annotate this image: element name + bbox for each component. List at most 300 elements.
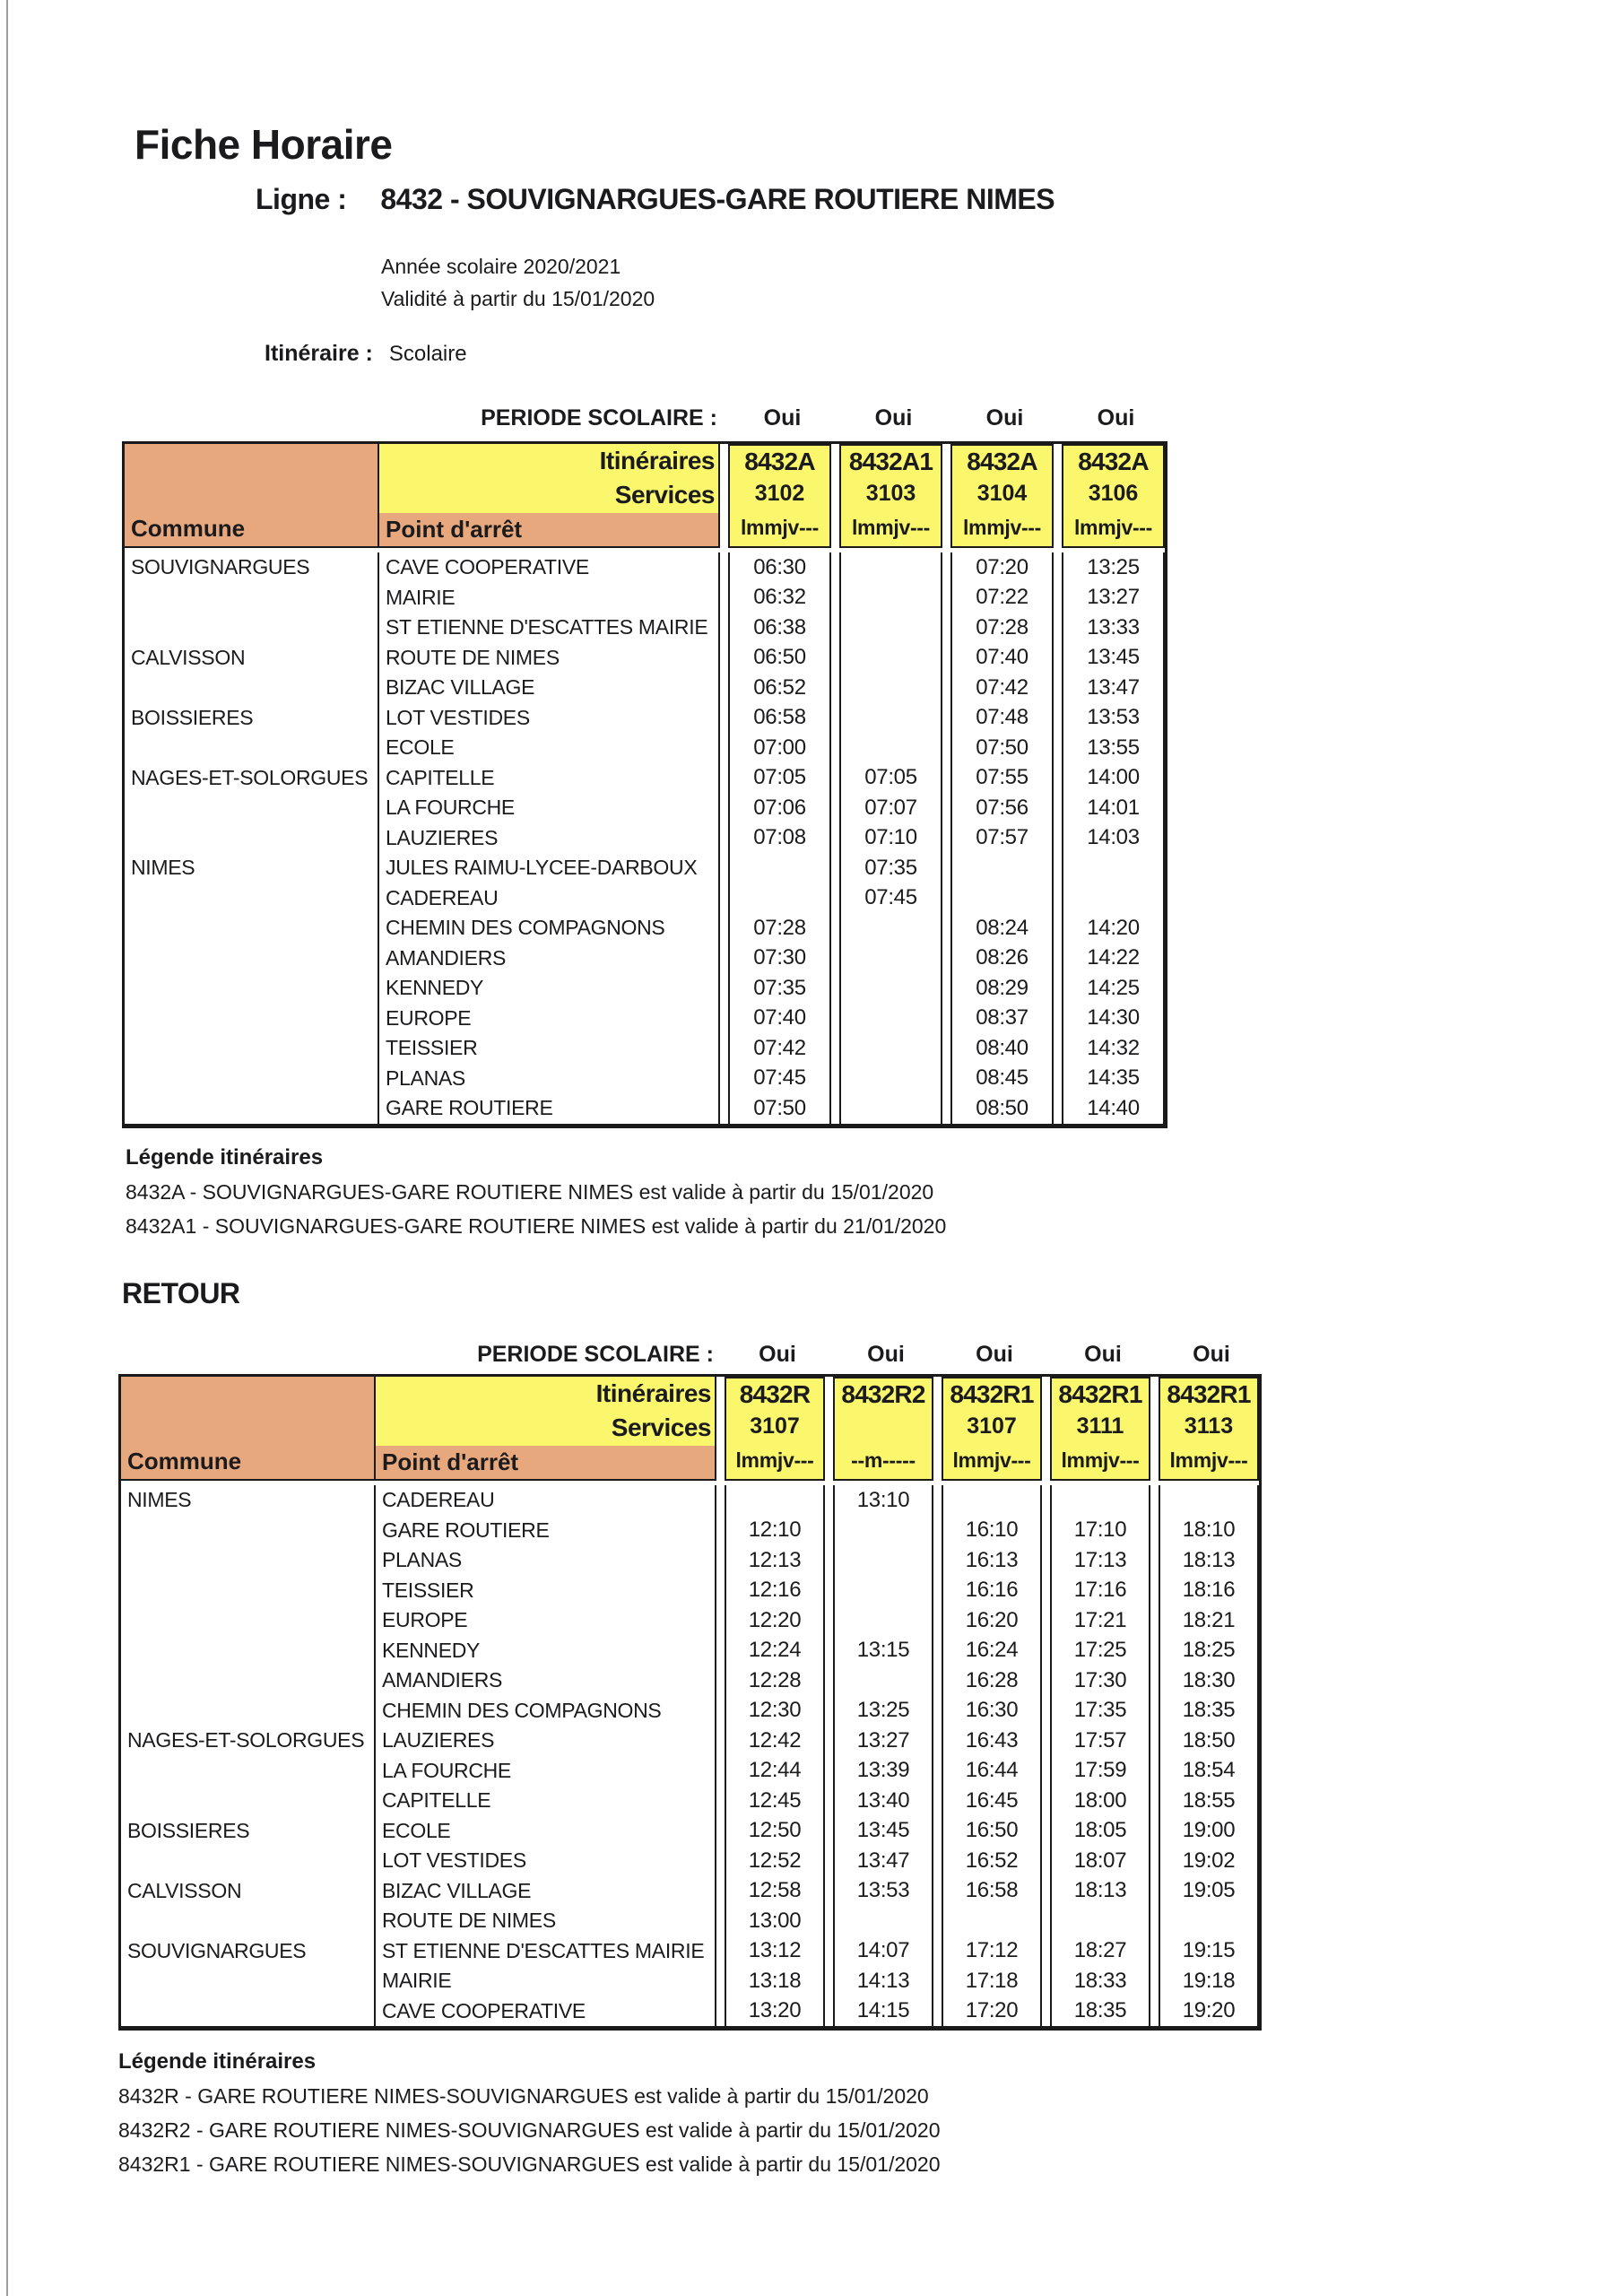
time-cell: 07:08: [728, 823, 831, 854]
time-cell: [839, 1004, 942, 1034]
time-cell: 17:20: [942, 1996, 1042, 2027]
aller-schedule-table: [122, 441, 1167, 1128]
time-cell: [1050, 1485, 1150, 1516]
itinerary-type-row: [265, 341, 467, 367]
time-cell: 18:25: [1159, 1636, 1259, 1666]
time-cell: 07:42: [950, 673, 1054, 703]
legend-line: 8432R1 - GARE ROUTIERE NIMES-SOUVIGNARGUES est valide à partir du 15/01/2020: [118, 2152, 941, 2176]
retour-table-body: [121, 1481, 1259, 2026]
retour-legend: [118, 2045, 941, 2181]
time-cell: 19:00: [1159, 1816, 1259, 1847]
service-days: lmmjv---: [851, 515, 931, 539]
time-cell: 13:27: [1062, 583, 1165, 613]
retour-section-title: RETOUR: [122, 1277, 240, 1309]
periode-oui: Oui: [1097, 404, 1135, 430]
time-cell: 14:01: [1062, 793, 1165, 823]
commune-cell: BOISSIERES: [121, 1816, 376, 1847]
time-cell: [950, 883, 1054, 914]
retour-schedule-table: [118, 1374, 1262, 2031]
time-cell: 16:45: [942, 1786, 1042, 1816]
itinerary-code: 8432R1: [1058, 1380, 1142, 1408]
time-cell: 12:30: [725, 1696, 825, 1726]
service-days: lmmjv---: [1169, 1448, 1248, 1472]
stop-cell: KENNEDY: [376, 1636, 716, 1666]
time-cell: 18:33: [1050, 1966, 1150, 1996]
stop-cell: CAVE COOPERATIVE: [379, 552, 720, 583]
table-row: [125, 613, 1165, 643]
time-cell: 13:33: [1062, 613, 1165, 643]
time-cell: 07:45: [839, 883, 942, 914]
time-cell: 07:40: [950, 643, 1054, 674]
commune-cell: [125, 1064, 379, 1094]
time-cell: 08:50: [950, 1093, 1054, 1124]
commune-cell: [125, 1033, 379, 1064]
time-cell: 07:40: [728, 1004, 831, 1034]
commune-column-header: Commune: [121, 1377, 376, 1481]
time-cell: 06:58: [728, 703, 831, 734]
time-cell: 17:16: [1050, 1576, 1150, 1606]
stop-cell: ST ETIENNE D'ESCATTES MAIRIE: [376, 1936, 716, 1967]
time-cell: 18:13: [1050, 1876, 1150, 1907]
table-row: [121, 1696, 1259, 1726]
stop-cell: ECOLE: [376, 1816, 716, 1847]
table-row: [125, 733, 1165, 763]
time-cell: [942, 1485, 1042, 1516]
header-labels-block: [376, 1377, 715, 1446]
time-cell: 18:50: [1159, 1726, 1259, 1756]
itinerary-column-header: [942, 1377, 1042, 1481]
table-row: [125, 1064, 1165, 1094]
service-number: 3107: [967, 1413, 1017, 1439]
aller-legend: [126, 1141, 946, 1243]
service-number: 3104: [976, 480, 1028, 506]
stop-cell: LOT VESTIDES: [376, 1846, 716, 1876]
time-cell: [1159, 1906, 1259, 1936]
service-number: 3106: [1088, 480, 1139, 506]
stop-cell: ROUTE DE NIMES: [376, 1906, 716, 1936]
line-label: Ligne :: [256, 183, 347, 215]
stop-cell: CADEREAU: [379, 883, 720, 914]
commune-cell: NIMES: [121, 1485, 376, 1516]
time-cell: [839, 1093, 942, 1124]
time-cell: 07:57: [950, 823, 1054, 854]
time-cell: [833, 1605, 933, 1636]
time-cell: 12:10: [725, 1516, 825, 1546]
table-row: [121, 1605, 1259, 1636]
commune-cell: [125, 944, 379, 974]
time-cell: 07:56: [950, 793, 1054, 823]
itinerary-code: 8432A: [967, 448, 1037, 475]
time-cell: [839, 944, 942, 974]
time-cell: 18:00: [1050, 1786, 1150, 1816]
commune-column-header: Commune: [125, 444, 379, 548]
time-cell: 07:42: [728, 1033, 831, 1064]
table-row: [125, 853, 1165, 883]
time-cell: [839, 733, 942, 763]
time-cell: 06:38: [728, 613, 831, 643]
time-cell: 14:30: [1062, 1004, 1165, 1034]
commune-cell: [121, 1756, 376, 1787]
retour-periode-row: [118, 1340, 1262, 1369]
time-cell: 07:10: [839, 823, 942, 854]
itineraires-label: Itinéraires: [599, 447, 715, 474]
time-cell: 07:07: [839, 793, 942, 823]
commune-cell: [125, 793, 379, 823]
time-cell: 18:54: [1159, 1756, 1259, 1787]
stop-cell: JULES RAIMU-LYCEE-DARBOUX: [379, 853, 720, 883]
table-row: [125, 703, 1165, 734]
time-cell: 07:48: [950, 703, 1054, 734]
commune-cell: [121, 1665, 376, 1696]
time-cell: 13:39: [833, 1756, 933, 1787]
time-cell: 07:22: [950, 583, 1054, 613]
time-cell: [839, 1064, 942, 1094]
time-cell: 07:50: [728, 1093, 831, 1124]
time-cell: 08:26: [950, 944, 1054, 974]
commune-cell: [121, 1516, 376, 1546]
time-cell: 13:12: [725, 1936, 825, 1967]
periode-scolaire-label: PERIODE SCOLAIRE :: [481, 404, 717, 430]
time-cell: 07:28: [728, 913, 831, 944]
table-row: [121, 1756, 1259, 1787]
time-cell: 16:13: [942, 1545, 1042, 1576]
periode-oui: Oui: [763, 404, 802, 430]
stop-cell: TEISSIER: [379, 1033, 720, 1064]
itinerary-code: 8432A: [744, 448, 815, 475]
stop-cell: PLANAS: [376, 1545, 716, 1576]
itinerary-code: 8432R: [739, 1380, 811, 1408]
stop-cell: CAVE COOPERATIVE: [376, 1996, 716, 2027]
itinerary-column-header: [833, 1377, 933, 1481]
time-cell: 16:43: [942, 1726, 1042, 1756]
time-cell: 13:20: [725, 1996, 825, 2027]
commune-cell: [121, 1545, 376, 1576]
stop-cell: AMANDIERS: [379, 944, 720, 974]
stop-cell: LAUZIERES: [376, 1726, 716, 1756]
time-cell: 18:27: [1050, 1936, 1150, 1967]
time-cell: 14:35: [1062, 1064, 1165, 1094]
table-row: [121, 1786, 1259, 1816]
table-row: [121, 1665, 1259, 1696]
stop-cell: GARE ROUTIERE: [379, 1093, 720, 1124]
time-cell: 17:25: [1050, 1636, 1150, 1666]
table-row: [125, 1004, 1165, 1034]
time-cell: 13:25: [833, 1696, 933, 1726]
table-row: [121, 1966, 1259, 1996]
time-cell: 06:50: [728, 643, 831, 674]
commune-cell: [125, 883, 379, 914]
time-cell: 13:53: [1062, 703, 1165, 734]
commune-cell: [125, 583, 379, 613]
time-cell: [942, 1906, 1042, 1936]
time-cell: 12:50: [725, 1816, 825, 1847]
stop-cell: CHEMIN DES COMPAGNONS: [376, 1696, 716, 1726]
table-row: [121, 1846, 1259, 1876]
periode-oui: Oui: [867, 1341, 905, 1367]
stop-cell: EUROPE: [376, 1605, 716, 1636]
time-cell: 19:15: [1159, 1936, 1259, 1967]
table-row: [121, 1636, 1259, 1666]
time-cell: 12:52: [725, 1846, 825, 1876]
time-cell: [839, 1033, 942, 1064]
time-cell: 12:42: [725, 1726, 825, 1756]
time-cell: 08:37: [950, 1004, 1054, 1034]
time-cell: [1159, 1485, 1259, 1516]
time-cell: 07:00: [728, 733, 831, 763]
itinerary-column-header: [839, 444, 942, 548]
time-cell: 16:24: [942, 1636, 1042, 1666]
itinerary-column-header: [1050, 1377, 1150, 1481]
time-cell: 08:45: [950, 1064, 1054, 1094]
time-cell: 07:05: [839, 763, 942, 794]
time-cell: 07:50: [950, 733, 1054, 763]
time-cell: 17:59: [1050, 1756, 1150, 1787]
time-cell: 16:10: [942, 1516, 1042, 1546]
time-cell: 13:27: [833, 1726, 933, 1756]
stop-column-header: [379, 444, 720, 548]
itinerary-code: 8432A: [1078, 448, 1149, 475]
time-cell: 16:52: [942, 1846, 1042, 1876]
line-heading: [256, 183, 1055, 216]
time-cell: 18:35: [1159, 1696, 1259, 1726]
service-number: 3103: [865, 480, 916, 506]
time-cell: 17:21: [1050, 1605, 1150, 1636]
itinerary-column-header: [725, 1377, 825, 1481]
service-number: [835, 1411, 932, 1441]
stop-cell: MAIRIE: [376, 1966, 716, 1996]
stop-cell: ROUTE DE NIMES: [379, 643, 720, 674]
service-days: lmmjv---: [952, 1448, 1031, 1472]
table-row: [121, 1485, 1259, 1516]
time-cell: [839, 643, 942, 674]
time-cell: 19:05: [1159, 1876, 1259, 1907]
commune-cell: [125, 1004, 379, 1034]
commune-cell: [125, 613, 379, 643]
time-cell: 18:16: [1159, 1576, 1259, 1606]
commune-cell: [121, 1786, 376, 1816]
periode-oui: Oui: [1193, 1341, 1230, 1367]
time-cell: 14:00: [1062, 763, 1165, 794]
stop-cell: KENNEDY: [379, 973, 720, 1004]
time-cell: 06:52: [728, 673, 831, 703]
table-row: [125, 583, 1165, 613]
time-cell: 07:45: [728, 1064, 831, 1094]
commune-cell: [121, 1605, 376, 1636]
time-cell: [833, 1906, 933, 1936]
table-row: [125, 763, 1165, 794]
stop-cell: BIZAC VILLAGE: [379, 673, 720, 703]
service-days: lmmjv---: [735, 1448, 814, 1472]
table-row: [121, 1516, 1259, 1546]
time-cell: 12:24: [725, 1636, 825, 1666]
stop-cell: LA FOURCHE: [376, 1756, 716, 1787]
time-cell: 13:25: [1062, 552, 1165, 583]
aller-table-body: [125, 548, 1165, 1124]
commune-cell: [121, 1846, 376, 1876]
header-labels-block: [379, 444, 718, 513]
time-cell: [839, 613, 942, 643]
service-days: lmmjv---: [962, 515, 1042, 539]
time-cell: 17:10: [1050, 1516, 1150, 1546]
service-days: lmmjv---: [1061, 1448, 1140, 1472]
time-cell: 16:16: [942, 1576, 1042, 1606]
table-row: [125, 973, 1165, 1004]
time-cell: 13:40: [833, 1786, 933, 1816]
stop-cell: PLANAS: [379, 1064, 720, 1094]
table-row: [125, 793, 1165, 823]
time-cell: 14:03: [1062, 823, 1165, 854]
time-cell: 06:30: [728, 552, 831, 583]
commune-cell: [121, 1576, 376, 1606]
table-row: [125, 913, 1165, 944]
stop-cell: TEISSIER: [376, 1576, 716, 1606]
service-number: 3113: [1184, 1413, 1234, 1439]
table-row: [125, 1033, 1165, 1064]
commune-cell: [125, 1093, 379, 1124]
time-cell: [833, 1665, 933, 1696]
time-cell: 18:10: [1159, 1516, 1259, 1546]
service-number: 3102: [754, 480, 805, 506]
validity-date: Validité à partir du 15/01/2020: [381, 287, 655, 310]
time-cell: 16:58: [942, 1876, 1042, 1907]
time-cell: [950, 853, 1054, 883]
stop-cell: MAIRIE: [379, 583, 720, 613]
periode-oui: Oui: [874, 404, 913, 430]
stop-cell: CAPITELLE: [379, 763, 720, 794]
periode-scolaire-label: PERIODE SCOLAIRE :: [477, 1341, 714, 1367]
time-cell: 16:20: [942, 1605, 1042, 1636]
table-row: [121, 1906, 1259, 1936]
time-cell: 08:29: [950, 973, 1054, 1004]
time-cell: 13:53: [833, 1876, 933, 1907]
time-cell: 17:13: [1050, 1545, 1150, 1576]
itinerary-code: 8432A1: [848, 448, 933, 475]
table-row: [125, 673, 1165, 703]
time-cell: 16:30: [942, 1696, 1042, 1726]
time-cell: 17:12: [942, 1936, 1042, 1967]
time-cell: [1050, 1906, 1150, 1936]
time-cell: 14:40: [1062, 1093, 1165, 1124]
time-cell: 18:07: [1050, 1846, 1150, 1876]
periode-oui: Oui: [759, 1341, 796, 1367]
time-cell: 07:30: [728, 944, 831, 974]
itinerary-column-header: [728, 444, 831, 548]
itinerary-type-label: Itinéraire :: [265, 341, 373, 366]
periode-oui: Oui: [976, 1341, 1013, 1367]
time-cell: [1062, 883, 1165, 914]
table-row: [125, 1093, 1165, 1124]
scan-edge-line: [6, 0, 8, 2296]
itinerary-column-header: [950, 444, 1054, 548]
commune-cell: [121, 1636, 376, 1666]
time-cell: [728, 883, 831, 914]
stop-cell: ST ETIENNE D'ESCATTES MAIRIE: [379, 613, 720, 643]
service-days: --m-----: [851, 1448, 916, 1472]
stop-cell: BIZAC VILLAGE: [376, 1876, 716, 1907]
itinerary-column-header: [1062, 444, 1165, 548]
stop-cell: ECOLE: [379, 733, 720, 763]
commune-cell: SOUVIGNARGUES: [125, 552, 379, 583]
services-label: Services: [611, 1413, 711, 1441]
stop-cell: CADEREAU: [376, 1485, 716, 1516]
time-cell: 18:55: [1159, 1786, 1259, 1816]
time-cell: 13:47: [833, 1846, 933, 1876]
commune-cell: BOISSIERES: [125, 703, 379, 734]
time-cell: 19:18: [1159, 1966, 1259, 1996]
time-cell: [833, 1576, 933, 1606]
time-cell: 12:58: [725, 1876, 825, 1907]
stop-column-header: [376, 1377, 716, 1481]
service-number: 3107: [750, 1413, 800, 1439]
page-title: Fiche Horaire: [135, 121, 393, 168]
legend-line: 8432R2 - GARE ROUTIERE NIMES-SOUVIGNARGUES est valide à partir du 15/01/2020: [118, 2118, 941, 2142]
time-cell: [839, 583, 942, 613]
time-cell: 16:50: [942, 1816, 1042, 1847]
time-cell: [839, 913, 942, 944]
stop-column-label: Point d'arrêt: [376, 1446, 715, 1479]
commune-cell: [121, 1966, 376, 1996]
itinerary-code: 8432R2: [841, 1380, 925, 1408]
time-cell: 07:35: [728, 973, 831, 1004]
legend-line: 8432R - GARE ROUTIERE NIMES-SOUVIGNARGUES est valide à partir du 15/01/2020: [118, 2084, 929, 2108]
time-cell: [839, 973, 942, 1004]
legend-line: 8432A - SOUVIGNARGUES-GARE ROUTIERE NIMES est valide à partir du 15/01/2020: [126, 1180, 934, 1204]
time-cell: 14:20: [1062, 913, 1165, 944]
commune-cell: [125, 913, 379, 944]
time-cell: 14:15: [833, 1996, 933, 2027]
time-cell: 12:20: [725, 1605, 825, 1636]
commune-cell: [125, 823, 379, 854]
commune-cell: [125, 673, 379, 703]
time-cell: 16:44: [942, 1756, 1042, 1787]
itinerary-code: 8432R1: [1167, 1380, 1251, 1408]
table-row: [121, 1816, 1259, 1847]
legend-title: Légende itinéraires: [118, 2049, 317, 2074]
legend-line: 8432A1 - SOUVIGNARGUES-GARE ROUTIERE NIMES est valide à partir du 21/01/2020: [126, 1214, 947, 1238]
time-cell: 14:13: [833, 1966, 933, 1996]
time-cell: [1062, 853, 1165, 883]
time-cell: 06:32: [728, 583, 831, 613]
time-cell: 13:10: [833, 1485, 933, 1516]
time-cell: 17:35: [1050, 1696, 1150, 1726]
periode-oui: Oui: [985, 404, 1024, 430]
commune-cell: [125, 733, 379, 763]
school-year: Année scolaire 2020/2021: [381, 255, 621, 278]
table-row: [121, 1545, 1259, 1576]
itinerary-code: 8432R1: [950, 1380, 1034, 1408]
time-cell: 08:24: [950, 913, 1054, 944]
aller-periode-row: [122, 404, 1167, 432]
time-cell: 13:47: [1062, 673, 1165, 703]
commune-cell: [121, 1906, 376, 1936]
retour-table-header: [121, 1377, 1259, 1481]
time-cell: 14:32: [1062, 1033, 1165, 1064]
time-cell: 16:28: [942, 1665, 1042, 1696]
table-row: [125, 883, 1165, 914]
table-row: [121, 1726, 1259, 1756]
table-row: [125, 944, 1165, 974]
time-cell: 07:35: [839, 853, 942, 883]
stop-cell: CHEMIN DES COMPAGNONS: [379, 913, 720, 944]
services-label: Services: [614, 481, 715, 509]
time-cell: 07:20: [950, 552, 1054, 583]
time-cell: 18:35: [1050, 1996, 1150, 2027]
table-row: [121, 1576, 1259, 1606]
itinerary-column-header: [1159, 1377, 1259, 1481]
time-cell: 17:30: [1050, 1665, 1150, 1696]
stop-cell: LAUZIERES: [379, 823, 720, 854]
time-cell: 12:13: [725, 1545, 825, 1576]
